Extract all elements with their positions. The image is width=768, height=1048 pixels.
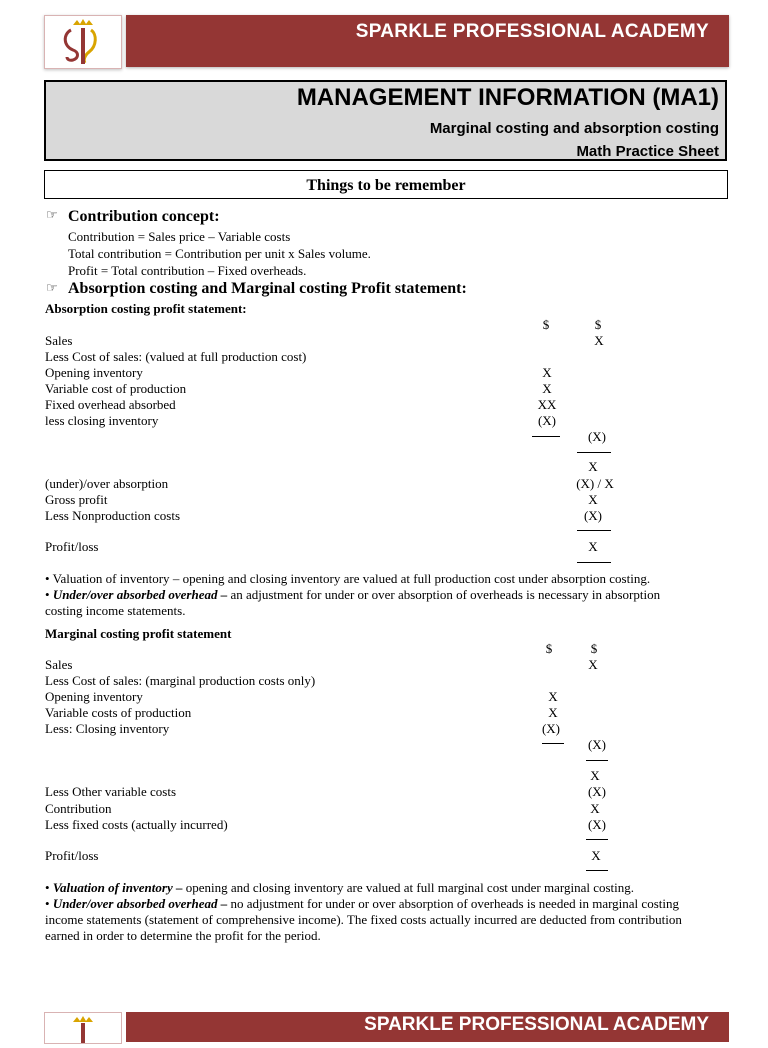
brand-banner [126, 15, 729, 67]
column-header: $ [545, 641, 553, 656]
row-label: (under)/over absorption [45, 476, 169, 491]
row-label: Opening inventory [45, 689, 143, 704]
row-label: Less fixed costs (actually incurred) [45, 817, 228, 832]
note-continued: earned in order to determine the profit for the period. [45, 928, 321, 943]
note-text: an adjustment for under or over absorption of overheads is necessary in absorption [227, 587, 661, 602]
total-rule [577, 562, 611, 563]
contribution-line: Contribution = Sales price – Variable costs [68, 229, 291, 244]
contribution-heading: Contribution concept: [68, 208, 220, 225]
row-value: X [591, 848, 601, 863]
note-text: opening and closing inventory are valued at full marginal cost under marginal costing. [182, 880, 634, 895]
column-header: $ [594, 317, 602, 332]
row-value: (X) [587, 784, 607, 799]
row-label: Fixed overhead absorbed [45, 397, 176, 412]
row-value: (X) [541, 721, 561, 736]
note: • Valuation of inventory – opening and closing inventory are valued at full marginal cost under marginal costing. [45, 880, 634, 895]
remember-heading: Things to be remember [44, 170, 728, 199]
pointing-hand-icon: ☞ [46, 207, 58, 222]
note-continued: costing income statements. [45, 603, 186, 618]
row-value: X [590, 801, 600, 816]
row-label: Contribution [45, 801, 112, 816]
note-lead: Under/over absorbed overhead – [52, 587, 228, 602]
row-label: Less Other variable costs [45, 784, 177, 799]
footer-brand: SPARKLE PROFESSIONAL ACADEMY [364, 1014, 709, 1035]
row-value: XX [537, 397, 557, 412]
column-header: $ [590, 641, 598, 656]
row-value: X [590, 768, 600, 783]
row-value: (X) / X [576, 476, 614, 491]
row-value: X [594, 333, 604, 348]
row-value: X [588, 492, 598, 507]
note: • Under/over absorbed overhead – no adjustment for under or over absorption of overheads is needed in marginal costing [45, 896, 679, 911]
row-value: (X) [587, 817, 607, 832]
row-value: X [542, 381, 552, 396]
row-value: X [588, 657, 598, 672]
note-continued: income statements (statement of comprehensive income). The fixed costs actually incurred are deducted from contribution [45, 912, 682, 927]
academy-logo [44, 15, 122, 69]
row-value: X [548, 689, 558, 704]
subtotal-rule [586, 839, 608, 840]
profit-statement-heading: Absorption costing and Marginal costing Profit statement: [68, 280, 467, 297]
row-value: (X) [587, 429, 607, 444]
column-header: $ [542, 317, 550, 332]
row-label: Gross profit [45, 492, 108, 507]
row-value: (X) [583, 508, 603, 523]
subtotal-rule [532, 436, 560, 437]
total-rule [586, 870, 608, 871]
row-label: Variable cost of production [45, 381, 187, 396]
row-value: X [542, 365, 552, 380]
subtotal-rule [577, 530, 611, 531]
row-value: (X) [587, 737, 607, 752]
row-label: Profit/loss [45, 539, 99, 554]
note: • Valuation of inventory – opening and closing inventory are valued at full production cost under absorption costing. [45, 571, 651, 586]
contribution-line: Total contribution = Contribution per unit x Sales volume. [68, 246, 371, 261]
footer-logo [44, 1012, 122, 1044]
note-lead: Under/over absorbed overhead – [52, 896, 228, 911]
academy-crest-icon [45, 1013, 121, 1043]
page-subtitle: Marginal costing and absorption costing [429, 120, 719, 137]
brand-name: SPARKLE PROFESSIONAL ACADEMY [355, 21, 709, 42]
page-subtitle-2: Math Practice Sheet [576, 143, 719, 160]
title-box [44, 80, 727, 161]
note-lead: Valuation of inventory – [52, 880, 183, 895]
row-label: Opening inventory [45, 365, 143, 380]
row-value: X [588, 539, 598, 554]
row-label: Less Nonproduction costs [45, 508, 181, 523]
row-value: (X) [537, 413, 557, 428]
row-label: Sales [45, 333, 73, 348]
row-label: Profit/loss [45, 848, 99, 863]
row-label: Variable costs of production [45, 705, 192, 720]
note-text: no adjustment for under or over absorption of overheads is needed in marginal costing [227, 896, 679, 911]
row-label: Less Cost of sales: (valued at full production cost) [45, 349, 307, 364]
row-value: X [548, 705, 558, 720]
subtotal-rule [586, 760, 608, 761]
absorption-title: Absorption costing profit statement: [45, 301, 247, 316]
footer-banner [126, 1012, 729, 1042]
pointing-hand-icon: ☞ [46, 280, 58, 295]
academy-crest-icon [45, 16, 121, 68]
note-text: – opening and closing inventory are valued at full production cost under absorption costing. [169, 571, 651, 586]
contribution-line: Profit = Total contribution – Fixed overheads. [68, 263, 307, 278]
marginal-title: Marginal costing profit statement [45, 626, 232, 641]
page-title: MANAGEMENT INFORMATION (MA1) [296, 84, 719, 111]
row-label: Less: Closing inventory [45, 721, 170, 736]
subtotal-rule [577, 452, 611, 453]
note-lead: Valuation of inventory [52, 571, 170, 586]
row-value: X [588, 459, 598, 474]
row-label: Sales [45, 657, 73, 672]
note: • Under/over absorbed overhead – an adjustment for under or over absorption of overheads is necessary in absorption [45, 587, 661, 602]
subtotal-rule [542, 743, 564, 744]
row-label: less closing inventory [45, 413, 159, 428]
row-label: Less Cost of sales: (marginal production costs only) [45, 673, 316, 688]
